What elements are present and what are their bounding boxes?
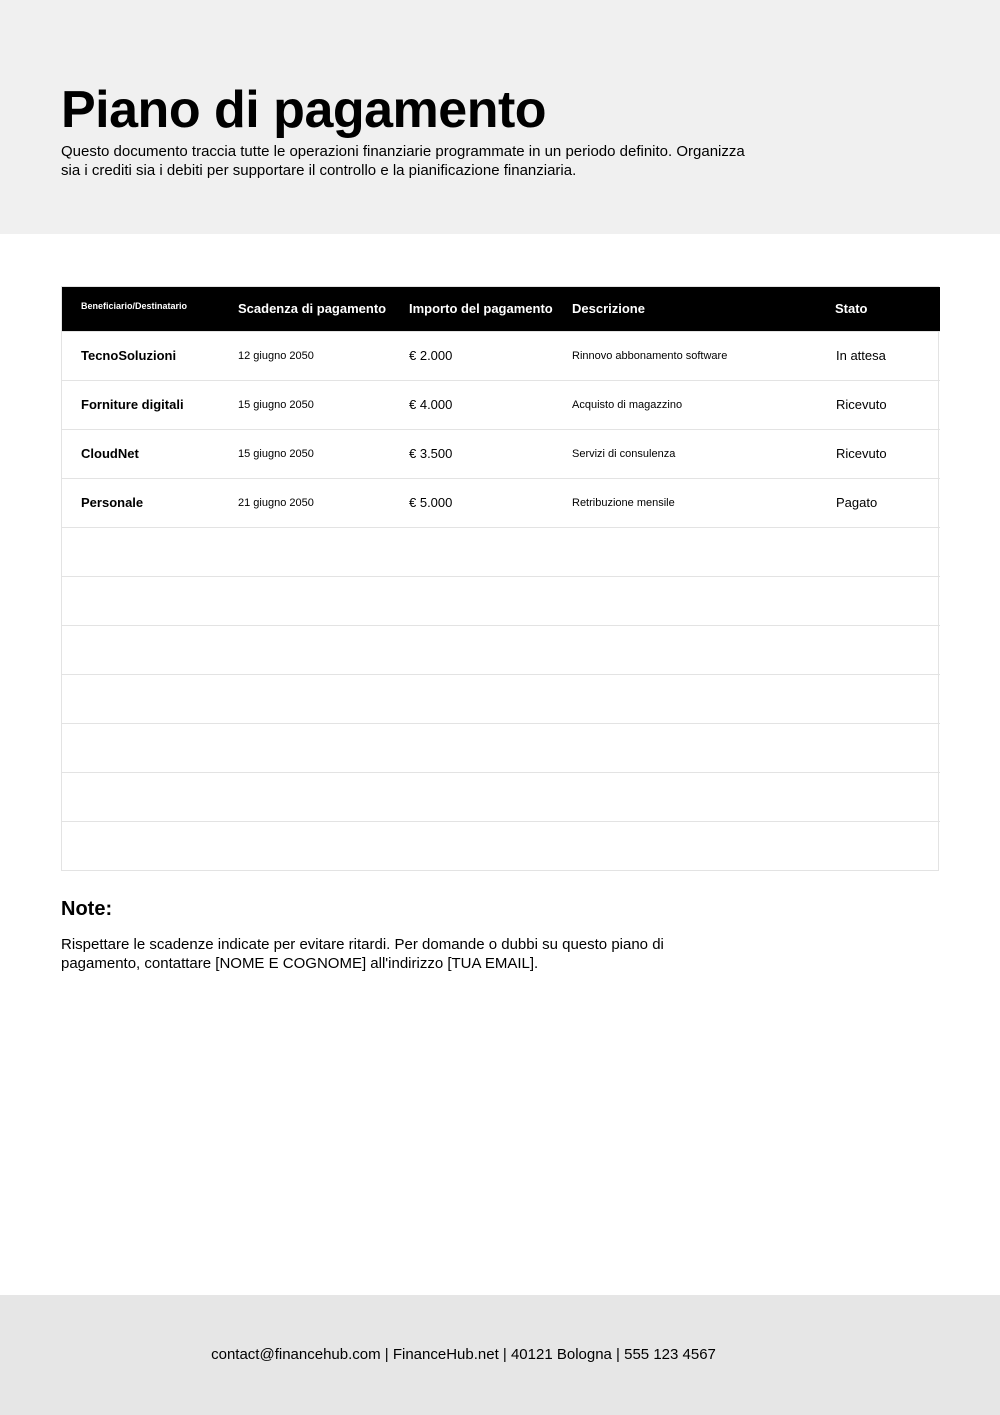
cell-payee: [62, 723, 238, 772]
intro-text: Questo documento traccia tutte le operazioni finanziarie programmate in un periodo definito. Organizza sia i crediti sia i debiti per supportare il controllo e la pianificazione finanziaria.: [61, 143, 745, 179]
cell-payee: CloudNet: [62, 429, 238, 478]
table-row: [62, 527, 940, 576]
cell-description: Acquisto di magazzino: [572, 380, 835, 429]
cell-payee: [62, 527, 238, 576]
cell-description: [572, 674, 835, 723]
cell-status: [835, 625, 940, 674]
column-header-status: Stato: [835, 301, 868, 317]
cell-amount: [409, 821, 572, 870]
cell-due-date: 21 giugno 2050: [238, 478, 409, 527]
cell-status: [835, 723, 940, 772]
table-row: [62, 380, 940, 429]
cell-description: [572, 625, 835, 674]
cell-amount: € 3.500: [409, 429, 572, 478]
cell-due-date: 15 giugno 2050: [238, 380, 409, 429]
cell-amount: [409, 723, 572, 772]
cell-status: [835, 527, 940, 576]
cell-description: Retribuzione mensile: [572, 478, 835, 527]
table-row: [62, 429, 940, 478]
cell-payee: [62, 674, 238, 723]
cell-status: [835, 576, 940, 625]
notes-text: Rispettare le scadenze indicate per evitare ritardi. Per domande o dubbi su questo piano di pagamento, contattare [NOME E COGNOME] all'indirizzo [TUA EMAIL].: [61, 936, 664, 972]
table-row: [62, 478, 940, 527]
cell-description: [572, 527, 835, 576]
cell-due-date: [238, 625, 409, 674]
table-body: [62, 331, 940, 870]
column-header-due-date: Scadenza di pagamento: [238, 301, 387, 317]
payment-table: [62, 287, 940, 870]
column-header-description: Descrizione: [572, 301, 645, 317]
header-band: [0, 0, 1000, 234]
cell-due-date: [238, 527, 409, 576]
cell-payee: [62, 772, 238, 821]
cell-amount: [409, 674, 572, 723]
cell-amount: [409, 772, 572, 821]
notes-title: Note:: [61, 898, 113, 920]
cell-amount: [409, 576, 572, 625]
footer-band: [0, 1295, 1000, 1415]
cell-status: In attesa: [835, 331, 940, 380]
cell-due-date: [238, 674, 409, 723]
table-row: [62, 674, 940, 723]
cell-payee: [62, 625, 238, 674]
cell-amount: € 5.000: [409, 478, 572, 527]
cell-payee: [62, 821, 238, 870]
cell-description: [572, 576, 835, 625]
cell-payee: Forniture digitali: [62, 380, 238, 429]
column-header-payee: Beneficiario/Destinatario: [81, 301, 188, 311]
cell-amount: [409, 625, 572, 674]
cell-description: [572, 821, 835, 870]
cell-description: Rinnovo abbonamento software: [572, 331, 835, 380]
cell-due-date: [238, 576, 409, 625]
table-row: [62, 723, 940, 772]
cell-description: [572, 723, 835, 772]
column-header-amount: Importo del pagamento: [409, 301, 553, 317]
cell-amount: € 4.000: [409, 380, 572, 429]
cell-description: Servizi di consulenza: [572, 429, 835, 478]
cell-status: Pagato: [835, 478, 940, 527]
table-row: [62, 821, 940, 870]
table-header-row: [62, 287, 940, 331]
cell-amount: € 2.000: [409, 331, 572, 380]
cell-amount: [409, 527, 572, 576]
page-title: Piano di pagamento: [61, 81, 547, 139]
cell-due-date: [238, 772, 409, 821]
cell-payee: Personale: [62, 478, 238, 527]
cell-payee: TecnoSoluzioni: [62, 331, 238, 380]
cell-due-date: 12 giugno 2050: [238, 331, 409, 380]
table-row: [62, 331, 940, 380]
cell-status: [835, 674, 940, 723]
cell-description: [572, 772, 835, 821]
cell-due-date: 15 giugno 2050: [238, 429, 409, 478]
table-row: [62, 576, 940, 625]
cell-due-date: [238, 821, 409, 870]
cell-status: [835, 821, 940, 870]
footer-contact: contact@financehub.com | FinanceHub.net | 40121 Bologna | 555 123 4567: [211, 1346, 716, 1363]
cell-due-date: [238, 723, 409, 772]
payment-table-container: [61, 286, 939, 871]
cell-status: [835, 772, 940, 821]
table-row: [62, 625, 940, 674]
cell-status: Ricevuto: [835, 429, 940, 478]
cell-payee: [62, 576, 238, 625]
table-row: [62, 772, 940, 821]
cell-status: Ricevuto: [835, 380, 940, 429]
